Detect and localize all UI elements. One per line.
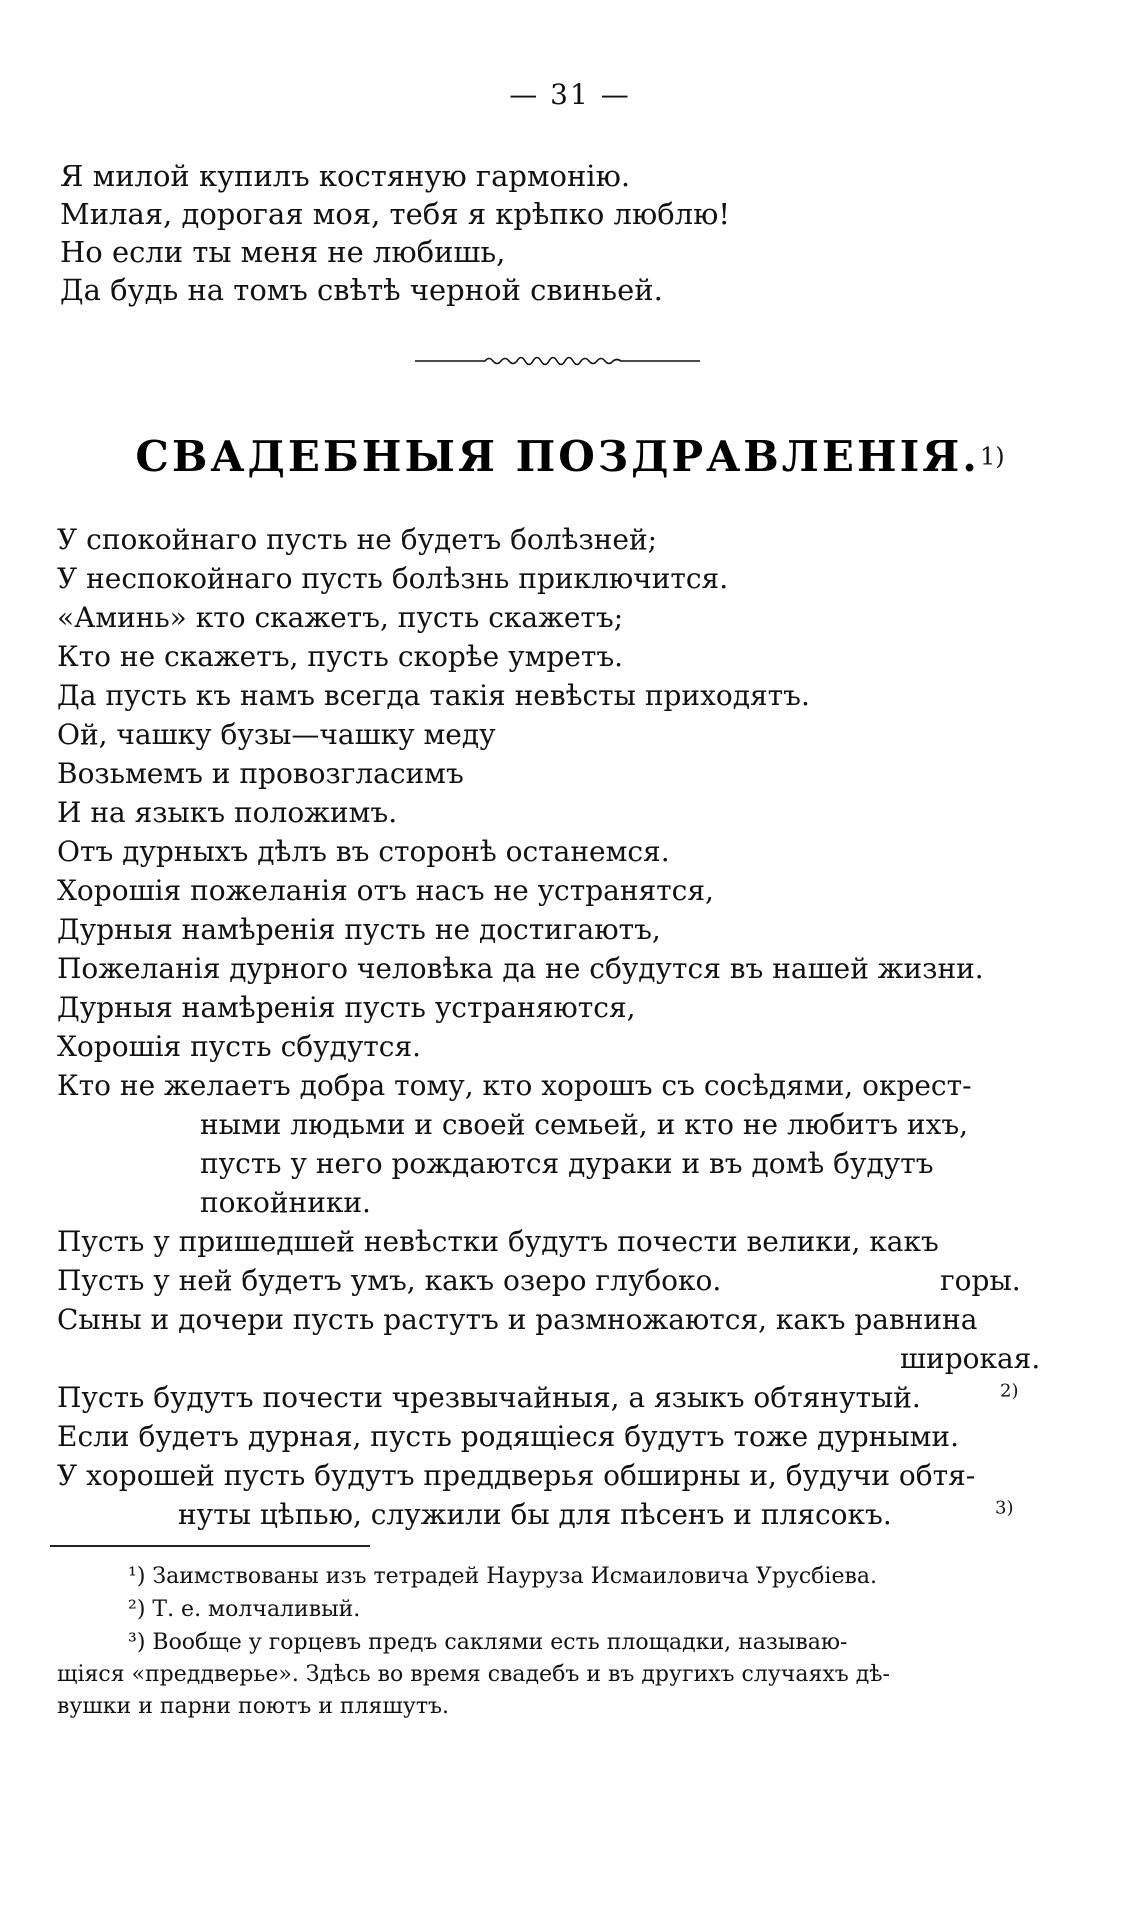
footnote: ²) Т. е. молчаливый. [128,1597,361,1622]
verse-line-indented: покойники. [200,1186,371,1219]
verse-line: У неспокойнаго пусть болѣзнь приключится. [57,562,729,595]
verse-footnote-marker [995,1497,1013,1533]
verse-line: Ой, чашку бузы—чашку меду [57,718,496,751]
verse-line: Если будетъ дурная, пусть родящіеся будутъ тоже дурными. [57,1420,959,1453]
verse-line-indented: нуты цѣпью, служили бы для пѣсенъ и плясокъ. [178,1498,892,1531]
verse-line-indented: ными людьми и своей семьей, и кто не любитъ ихъ, [200,1108,969,1141]
verse-line: Да пусть къ намъ всегда такія невѣсты приходятъ. [57,679,810,712]
verse-line-right: широкая. [900,1342,1041,1375]
footnote-continuation: вушки и парни поютъ и пляшутъ. [57,1694,449,1719]
intro-line: Да будь на томъ свѣтѣ черной свиньей. [60,273,663,307]
verse-line: «Аминь» кто скажетъ, пусть скажетъ; [57,601,624,634]
verse-line-right: горы. [940,1264,1021,1297]
intro-line: Милая, дорогая моя, тебя я крѣпко люблю! [60,197,731,231]
verse-line: Кто не желаетъ добра тому, кто хорошъ съ сосѣдями, окрест- [57,1069,972,1102]
verse-line: Дурныя намѣренія пусть устраняются, [57,991,636,1024]
footnote-marker: 2) [1000,1380,1019,1402]
verse-line: Хорошія пожеланія отъ насъ не устранятся, [57,874,714,907]
page-number: — 31 — [509,78,631,111]
verse-line: У спокойнаго пусть не будетъ болѣзней; [57,523,658,556]
verse-line-indented: пусть у него рождаются дураки и въ домѣ будутъ [200,1147,934,1180]
verse-line: Пусть у пришедшей невѣстки будутъ почести велики, какъ [57,1225,939,1258]
footnote: ¹) Заимствованы изъ тетрадей Науруза Исмаиловича Урусбіева. [128,1564,877,1589]
verse-line: Кто не скажетъ, пусть скорѣе умретъ. [57,640,624,673]
section-heading [0,432,1140,481]
verse-line: Дурныя намѣренія пусть не достигаютъ, [57,913,661,946]
verse-line: И на языкъ положимъ. [57,796,398,829]
verse-line: Возьмемъ и провозгласимъ [57,757,464,790]
intro-line: Но если ты меня не любишь, [60,235,506,269]
footnote-rule [50,1545,370,1547]
heading-footnote-marker: 1) [979,442,1005,471]
verse-line: Пожеланія дурного человѣка да не сбудутся въ нашей жизни. [57,952,984,985]
verse-line: Хорошія пусть сбудутся. [57,1030,422,1063]
verse-line: Сыны и дочери пусть растутъ и размножаются, какъ равнина [57,1303,978,1336]
footnote-marker: 3) [995,1497,1014,1519]
verse-line: Пусть будутъ почести чрезвычайныя, а языкъ обтянутый. [57,1381,921,1414]
footnote-continuation: щіяся «преддверье». Здѣсь во время свадебъ и въ другихъ случаяхъ дѣ- [57,1662,890,1687]
intro-line: Я милой купилъ костяную гармонію. [60,159,631,193]
verse-footnote-marker [1000,1380,1018,1416]
verse-line: У хорошей пусть будутъ преддверья обширны и, будучи обтя- [57,1459,976,1492]
verse-line: Пусть у ней будетъ умъ, какъ озеро глубоко. [57,1264,722,1297]
footnote: ³) Вообще у горцевъ предъ саклями есть площадки, называю- [128,1630,848,1655]
verse-line: Отъ дурныхъ дѣлъ въ сторонѣ останемся. [57,835,670,868]
ornamental-divider [415,350,700,370]
heading-title: СВАДЕБНЫЯ ПОЗДРАВЛЕНІЯ. [135,432,980,481]
